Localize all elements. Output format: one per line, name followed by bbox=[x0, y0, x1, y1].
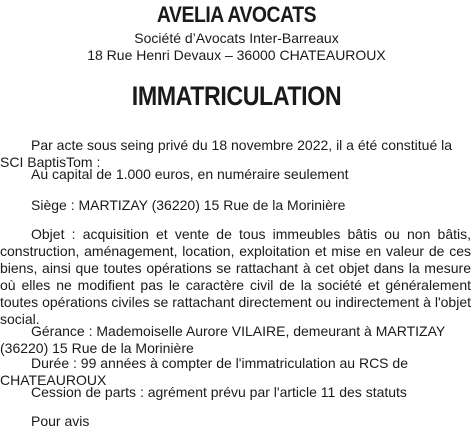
paragraph-capital: Au capital de 1.000 euros, en numéraire seulement bbox=[31, 166, 349, 182]
paragraph-share-transfer: Cession de parts : agrément prévu par l'article 11 des statuts bbox=[31, 384, 407, 400]
paragraph-purpose: Objet : acquisition et vente de tous immeubles bâtis ou non bâtis, construction, aménagement, location, exploitation et mise en valeur de ces biens, ainsi que toutes opérations se rattachant à cet objet dans la mesure où elles ne modifient pas le caractère civil de la société et généralement toutes opérations civiles se rattachant directement ou indirectement à l'objet social. bbox=[0, 226, 471, 327]
notice-title: IMMATRICULATION bbox=[131, 81, 342, 111]
paragraph-closing: Pour avis bbox=[31, 413, 90, 429]
paragraph-management: Gérance : Mademoiselle Aurore VILAIRE, demeurant à MARTIZAY (36220) 15 Rue de la Morinière bbox=[0, 323, 445, 356]
firm-type: Société d’Avocats Inter-Barreaux bbox=[134, 30, 339, 46]
paragraph-seat: Siège : MARTIZAY (36220) 15 Rue de la Morinière bbox=[31, 197, 346, 213]
paragraph-deed: Par acte sous seing privé du 18 novembre 2022, il a été constitué la SCI BaptisTom : bbox=[0, 137, 453, 170]
paragraph-duration: Durée : 99 années à compter de l'immatriculation au RCS de CHATEAUROUX bbox=[0, 355, 408, 388]
firm-address: 18 Rue Henri Devaux – 36000 CHATEAUROUX bbox=[87, 47, 386, 63]
firm-name: AVELIA AVOCATS bbox=[156, 2, 317, 27]
